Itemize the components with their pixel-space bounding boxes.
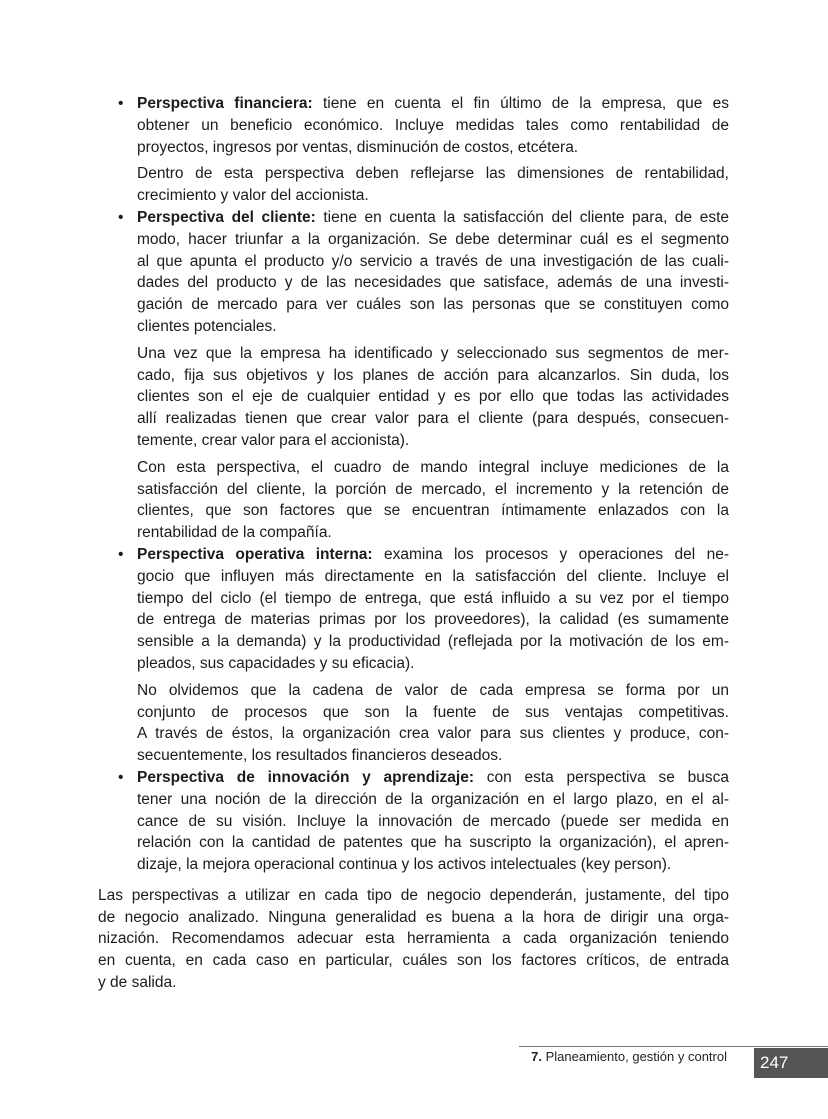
text-line [137, 137, 729, 159]
line-text: obtener un beneficio económico. Incluye medidas tales como rentabilidad de [137, 116, 729, 134]
text-line [137, 457, 729, 479]
text-line [137, 609, 729, 631]
line-text: Las perspectivas a utilizar en cada tipo de negocio dependerán, justamente, del tipo [98, 886, 729, 904]
text-line [137, 229, 729, 251]
line-text: gación de mercado para ver cuáles son las personas que se constituyen como [137, 296, 729, 314]
text-line [137, 745, 729, 767]
line-text: conjunto de procesos que son la fuente de sus ventajas competitivas. [137, 703, 729, 721]
text-line [137, 316, 729, 338]
text-line [137, 479, 729, 501]
text-line [137, 588, 729, 610]
text-line [137, 294, 729, 316]
line-text: dades del producto y de las necesidades que satisface, además de una investi- [137, 274, 729, 292]
text-line [137, 115, 729, 137]
text-line [137, 702, 729, 724]
line-text: No olvidemos que la cadena de valor de cada empresa se forma por un [137, 681, 729, 699]
page-number: 247 [754, 1048, 828, 1078]
line-text: al que apunta el producto y/o servicio a través de una investigación de las cuali- [137, 252, 729, 270]
paragraph [137, 93, 729, 158]
paragraph [137, 163, 729, 207]
line-text: temente, crear valor para el accionista). [137, 431, 410, 449]
line-text: con esta perspectiva se busca [473, 768, 729, 786]
text-line [137, 767, 729, 789]
line-text: de entrega de materias primas por los proveedores), la calidad (es sumamente [137, 611, 729, 629]
line-text: tiene en cuenta la satisfacción del cliente para, de este [315, 208, 729, 226]
bullet-icon: • [118, 95, 124, 112]
line-text: Una vez que la empresa ha identificado y seleccionado sus segmentos de mer- [137, 344, 729, 362]
paragraph [137, 343, 729, 452]
text-line [137, 251, 729, 273]
line-text: cado, fija sus objetivos y los planes de acción para alcanzarlos. Sin duda, los [137, 366, 729, 384]
line-text: A través de éstos, la organización crea valor para sus clientes y produce, con- [137, 725, 729, 743]
text-line [137, 408, 729, 430]
bullet-item [98, 93, 729, 207]
bullet-heading: Perspectiva de innovación y aprendizaje: [137, 768, 474, 786]
text-line [137, 386, 729, 408]
line-text: satisfacción del cliente, la porción de mercado, el incremento y la retención de [137, 480, 729, 498]
line-text: y de salida. [98, 974, 177, 992]
paragraph [137, 457, 729, 544]
paragraph [137, 680, 729, 767]
line-text: clientes potenciales. [137, 317, 277, 335]
text-line [98, 972, 729, 994]
text-line [137, 832, 729, 854]
bullet-item [98, 767, 729, 876]
line-text: crecimiento y valor del accionista. [137, 187, 369, 205]
text-line [137, 653, 729, 675]
bullet-icon: • [118, 208, 124, 226]
bullet-heading: Perspectiva financiera: [137, 95, 313, 112]
text-line [137, 566, 729, 588]
text-line [137, 207, 729, 229]
line-text: allí realizadas tienen que crear valor para el cliente (para después, consecuen- [137, 410, 729, 428]
text-line [137, 500, 729, 522]
line-text: rentabilidad de la compañía. [137, 524, 332, 542]
text-line [137, 680, 729, 702]
text-line [137, 811, 729, 833]
footer-divider [519, 1046, 828, 1047]
line-text: sensible a la demanda) y la productividad (reflejada por la motivación de los em- [137, 633, 729, 651]
text-line [98, 885, 729, 907]
line-text: relación con la cantidad de patentes que ha suscripto la organización), el apren- [137, 834, 729, 852]
line-text: tener una noción de la dirección de la organización en el largo plazo, en el al- [137, 790, 729, 808]
text-line [98, 950, 729, 972]
chapter-number: 7. [531, 1049, 542, 1064]
bullet-heading: Perspectiva operativa interna: [137, 545, 373, 563]
line-text: pleados, sus capacidades y su eficacia). [137, 654, 415, 672]
bullet-icon: • [118, 768, 124, 786]
text-line [137, 163, 729, 185]
line-text: dizaje, la mejora operacional continua y los activos intelectuales (key person). [137, 856, 672, 874]
bullet-item [98, 207, 729, 544]
line-text: clientes son el eje de cualquier entidad y es por ello que todas las actividades [137, 388, 729, 406]
line-text: cance de su visión. Incluye la innovación de mercado (puede ser medida en [137, 812, 729, 830]
bullet-heading: Perspectiva del cliente: [137, 208, 316, 226]
bullet-item [98, 544, 729, 767]
line-text: secuentemente, los resultados financieros deseados. [137, 747, 503, 765]
line-text: tiempo del ciclo (el tiempo de entrega, que está influido a su vez por el tiempo [137, 589, 729, 607]
line-text: gocio que influyen más directamente en la satisfacción del cliente. Incluye el [137, 567, 729, 585]
text-line [137, 723, 729, 745]
line-text: modo, hacer triunfar a la organización. Se debe determinar cuál es el segmento [137, 230, 729, 248]
text-line [98, 907, 729, 929]
text-line [137, 93, 729, 115]
text-line [137, 789, 729, 811]
text-line [137, 272, 729, 294]
paragraph [137, 207, 729, 338]
text-line [137, 631, 729, 653]
paragraph [137, 544, 729, 675]
running-footer [531, 1048, 727, 1066]
line-text: Dentro de esta perspectiva deben reflejarse las dimensiones de rentabilidad, [137, 165, 729, 183]
body-text [98, 93, 729, 994]
text-line [137, 430, 729, 452]
line-text: en cuenta, en cada caso en particular, cuáles son los factores críticos, de entrada [98, 952, 729, 970]
line-text: tiene en cuenta el fin último de la empresa, que es [312, 95, 729, 112]
text-line [137, 365, 729, 387]
text-line [98, 928, 729, 950]
line-text: Con esta perspectiva, el cuadro de mando integral incluye mediciones de la [137, 458, 729, 476]
line-text: de negocio analizado. Ninguna generalidad es buena a la hora de dirigir una orga- [98, 908, 729, 926]
line-text: nización. Recomendamos adecuar esta herramienta a cada organización teniendo [98, 930, 729, 948]
line-text: clientes, que son factores que se encuentran íntimamente enlazados con la [137, 502, 729, 520]
line-text: proyectos, ingresos por ventas, disminución de costos, etcétera. [137, 138, 579, 156]
line-text: examina los procesos y operaciones del ne- [372, 545, 729, 563]
text-line [137, 343, 729, 365]
chapter-title: Planeamiento, gestión y control [542, 1049, 727, 1064]
paragraph [137, 767, 729, 876]
text-line [137, 854, 729, 876]
closing-paragraph [98, 885, 729, 994]
text-line [137, 522, 729, 544]
bullet-icon: • [118, 545, 124, 563]
text-line [137, 544, 729, 566]
text-line [137, 185, 729, 207]
